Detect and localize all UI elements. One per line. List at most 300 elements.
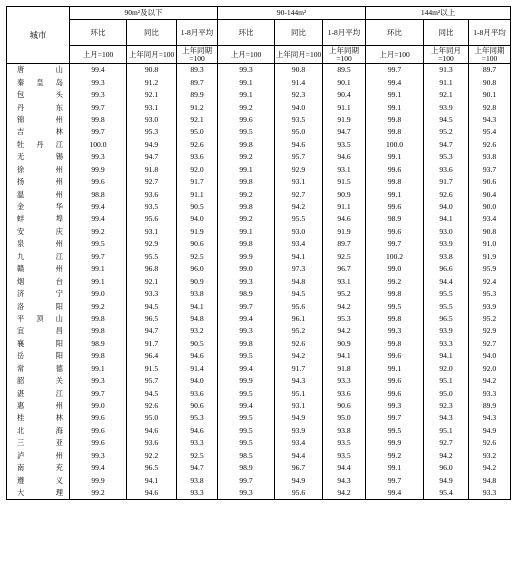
base-header-mom: 上月=100: [70, 46, 127, 64]
index-value: 95.0: [323, 412, 366, 424]
metric-header-mom: 环比: [70, 20, 127, 46]
table-row: [7, 363, 511, 375]
index-value: 93.9: [424, 325, 469, 337]
index-value: 99.8: [218, 139, 275, 151]
index-value: 99.6: [366, 375, 424, 387]
index-value: 93.9: [424, 101, 469, 113]
index-value: 99.5: [218, 412, 275, 424]
index-value: 94.8: [275, 275, 323, 287]
index-value: 91.2: [177, 101, 218, 113]
index-value: 94.6: [275, 139, 323, 151]
index-value: 99.8: [70, 114, 127, 126]
table-row: [7, 126, 511, 138]
city-name: 吉林: [7, 126, 70, 138]
table-row: [7, 226, 511, 238]
index-value: 99.1: [70, 363, 127, 375]
index-value: 93.1: [323, 275, 366, 287]
city-name: 无锡: [7, 151, 70, 163]
index-value: 93.3: [323, 375, 366, 387]
index-value: 94.3: [424, 412, 469, 424]
index-value: 99.1: [218, 76, 275, 88]
index-value: 95.1: [275, 387, 323, 399]
metric-header-mom: 环比: [366, 20, 424, 46]
index-value: 94.1: [177, 300, 218, 312]
city-name: 唐山: [7, 64, 70, 77]
base-header-yoy: 上年同月=100: [424, 46, 469, 64]
index-value: 91.9: [177, 226, 218, 238]
city-name: 牡丹江: [7, 139, 70, 151]
index-value: 99.6: [366, 164, 424, 176]
index-value: 91.7: [275, 363, 323, 375]
index-value: 99.7: [70, 101, 127, 113]
base-header-yoy: 上年同月=100: [275, 46, 323, 64]
index-value: 99.9: [218, 375, 275, 387]
index-value: 92.6: [469, 139, 511, 151]
index-value: 99.1: [70, 263, 127, 275]
index-value: 91.5: [127, 363, 177, 375]
index-value: 99.8: [218, 176, 275, 188]
table-row: [7, 462, 511, 474]
index-value: 93.5: [323, 437, 366, 449]
index-value: 92.6: [127, 400, 177, 412]
index-value: 91.8: [323, 363, 366, 375]
group-header-medium: 90-144m²: [218, 7, 366, 20]
index-value: 94.3: [275, 375, 323, 387]
index-value: 91.5: [323, 176, 366, 188]
index-value: 99.3: [70, 76, 127, 88]
index-value: 98.8: [70, 188, 127, 200]
index-value: 96.5: [127, 462, 177, 474]
index-value: 90.6: [323, 400, 366, 412]
index-value: 93.0: [424, 226, 469, 238]
city-name: 桂林: [7, 412, 70, 424]
index-value: 99.3: [70, 151, 127, 163]
index-value: 93.4: [275, 238, 323, 250]
index-value: 94.0: [424, 201, 469, 213]
index-value: 94.9: [275, 474, 323, 486]
index-value: 99.8: [366, 176, 424, 188]
index-value: 91.8: [127, 164, 177, 176]
index-value: 99.8: [366, 313, 424, 325]
index-value: 90.1: [323, 76, 366, 88]
index-value: 93.4: [469, 213, 511, 225]
table-header: [7, 7, 511, 64]
index-value: 94.0: [177, 375, 218, 387]
city-name: 扬州: [7, 176, 70, 188]
city-name: 秦皇岛: [7, 76, 70, 88]
index-value: 94.6: [323, 213, 366, 225]
index-value: 99.3: [70, 89, 127, 101]
index-value: 94.2: [424, 450, 469, 462]
index-value: 94.5: [275, 288, 323, 300]
index-value: 94.1: [323, 350, 366, 362]
index-value: 93.6: [177, 387, 218, 399]
index-value: 92.6: [275, 338, 323, 350]
index-value: 91.1: [424, 76, 469, 88]
index-value: 99.8: [366, 288, 424, 300]
index-value: 94.0: [275, 101, 323, 113]
index-value: 89.7: [323, 238, 366, 250]
index-value: 100.0: [366, 139, 424, 151]
index-value: 92.7: [469, 338, 511, 350]
base-header-row: [7, 46, 511, 64]
index-value: 94.0: [469, 350, 511, 362]
index-value: 99.0: [218, 263, 275, 275]
index-value: 95.2: [424, 126, 469, 138]
index-value: 90.4: [323, 89, 366, 101]
index-value: 91.4: [177, 363, 218, 375]
index-value: 99.6: [366, 387, 424, 399]
index-value: 90.6: [469, 176, 511, 188]
metric-header-yoy: 同比: [127, 20, 177, 46]
index-value: 99.4: [218, 363, 275, 375]
index-value: 99.3: [218, 275, 275, 287]
index-value: 94.3: [469, 412, 511, 424]
index-value: 93.6: [127, 437, 177, 449]
index-value: 99.0: [70, 400, 127, 412]
table-row: [7, 251, 511, 263]
index-value: 93.5: [127, 201, 177, 213]
index-value: 91.7: [424, 176, 469, 188]
table-row: [7, 76, 511, 88]
index-value: 99.7: [218, 300, 275, 312]
index-value: 94.9: [127, 139, 177, 151]
index-value: 93.2: [177, 325, 218, 337]
index-value: 92.0: [424, 363, 469, 375]
index-value: 99.6: [218, 114, 275, 126]
city-name: 安庆: [7, 226, 70, 238]
city-name: 常德: [7, 363, 70, 375]
index-value: 90.9: [323, 188, 366, 200]
index-value: 89.5: [323, 64, 366, 77]
index-value: 92.5: [323, 251, 366, 263]
index-value: 99.6: [70, 437, 127, 449]
city-name: 洛阳: [7, 300, 70, 312]
city-name: 九江: [7, 251, 70, 263]
index-value: 93.9: [469, 300, 511, 312]
city-name: 泉州: [7, 238, 70, 250]
index-value: 94.6: [323, 151, 366, 163]
index-value: 93.6: [323, 387, 366, 399]
index-value: 99.4: [70, 201, 127, 213]
table-row: [7, 437, 511, 449]
index-value: 99.4: [70, 213, 127, 225]
index-value: 95.1: [424, 375, 469, 387]
metric-header-avg: 1-8月平均: [469, 20, 511, 46]
index-value: 95.0: [177, 126, 218, 138]
index-value: 99.6: [70, 176, 127, 188]
index-value: 93.5: [323, 139, 366, 151]
table-row: [7, 487, 511, 500]
index-value: 99.8: [366, 338, 424, 350]
city-name: 温州: [7, 188, 70, 200]
index-value: 94.2: [323, 300, 366, 312]
index-value: 99.5: [218, 126, 275, 138]
city-name: 赣州: [7, 263, 70, 275]
index-value: 94.2: [275, 201, 323, 213]
index-value: 93.0: [127, 114, 177, 126]
index-value: 93.5: [323, 450, 366, 462]
index-value: 90.9: [323, 338, 366, 350]
table-row: [7, 387, 511, 399]
city-name: 济宁: [7, 288, 70, 300]
city-name: 宜昌: [7, 325, 70, 337]
index-value: 95.3: [469, 288, 511, 300]
index-value: 99.3: [366, 400, 424, 412]
table-row: [7, 313, 511, 325]
index-value: 94.2: [323, 325, 366, 337]
city-name: 惠州: [7, 400, 70, 412]
index-value: 93.8: [177, 288, 218, 300]
index-value: 99.9: [218, 251, 275, 263]
index-value: 94.1: [127, 474, 177, 486]
index-value: 99.7: [366, 412, 424, 424]
table-row: [7, 425, 511, 437]
index-value: 99.2: [218, 188, 275, 200]
city-name: 岳阳: [7, 350, 70, 362]
index-value: 95.0: [424, 387, 469, 399]
index-value: 95.0: [275, 126, 323, 138]
index-value: 99.5: [366, 300, 424, 312]
city-name: 遵义: [7, 474, 70, 486]
index-value: 99.1: [366, 188, 424, 200]
index-value: 95.1: [424, 425, 469, 437]
index-value: 93.3: [469, 487, 511, 500]
index-value: 99.4: [70, 462, 127, 474]
index-value: 99.2: [366, 450, 424, 462]
index-value: 99.6: [366, 350, 424, 362]
base-header-avg: 上年同期=100: [177, 46, 218, 64]
table-row: [7, 139, 511, 151]
index-value: 90.6: [177, 238, 218, 250]
index-value: 92.3: [424, 400, 469, 412]
index-value: 99.8: [218, 201, 275, 213]
index-value: 99.8: [218, 238, 275, 250]
index-value: 99.2: [70, 487, 127, 500]
index-value: 99.4: [366, 76, 424, 88]
index-value: 93.5: [275, 114, 323, 126]
index-value: 99.8: [70, 313, 127, 325]
index-value: 95.3: [177, 412, 218, 424]
city-name: 金华: [7, 201, 70, 213]
index-value: 94.2: [469, 375, 511, 387]
index-value: 95.2: [275, 325, 323, 337]
index-value: 94.1: [424, 350, 469, 362]
index-value: 99.7: [70, 126, 127, 138]
index-value: 92.4: [469, 275, 511, 287]
table-body: [7, 64, 511, 500]
index-value: 99.6: [70, 425, 127, 437]
index-value: 90.8: [469, 226, 511, 238]
index-value: 99.1: [70, 275, 127, 287]
index-value: 91.1: [323, 201, 366, 213]
table-row: [7, 338, 511, 350]
index-value: 93.3: [177, 437, 218, 449]
index-value: 95.2: [323, 288, 366, 300]
index-value: 99.5: [218, 425, 275, 437]
index-value: 91.4: [275, 76, 323, 88]
index-value: 99.0: [70, 288, 127, 300]
index-value: 99.6: [366, 226, 424, 238]
index-value: 99.2: [70, 300, 127, 312]
index-value: 99.8: [70, 325, 127, 337]
index-value: 92.1: [177, 114, 218, 126]
index-value: 95.5: [127, 251, 177, 263]
index-value: 95.7: [127, 375, 177, 387]
index-value: 99.3: [366, 325, 424, 337]
city-name: 泸州: [7, 450, 70, 462]
index-value: 99.7: [366, 64, 424, 77]
index-value: 99.2: [218, 151, 275, 163]
index-value: 93.1: [127, 226, 177, 238]
city-name: 南充: [7, 462, 70, 474]
index-value: 95.0: [127, 412, 177, 424]
index-value: 93.3: [424, 338, 469, 350]
index-value: 94.4: [424, 275, 469, 287]
index-value: 90.8: [275, 64, 323, 77]
index-value: 99.2: [366, 275, 424, 287]
index-value: 99.8: [366, 126, 424, 138]
index-value: 95.4: [424, 487, 469, 500]
index-value: 96.1: [275, 313, 323, 325]
index-value: 91.9: [323, 114, 366, 126]
table-row: [7, 89, 511, 101]
table-row: [7, 450, 511, 462]
index-value: 99.2: [218, 213, 275, 225]
index-value: 90.5: [177, 338, 218, 350]
city-name: 包头: [7, 89, 70, 101]
index-value: 96.5: [424, 313, 469, 325]
index-value: 99.3: [70, 450, 127, 462]
base-header-avg: 上年同期=100: [469, 46, 511, 64]
index-value: 95.6: [127, 213, 177, 225]
index-value: 91.1: [177, 188, 218, 200]
index-value: 93.3: [177, 487, 218, 500]
index-value: 99.5: [218, 437, 275, 449]
index-value: 98.9: [70, 338, 127, 350]
index-value: 99.1: [366, 101, 424, 113]
index-value: 99.4: [218, 400, 275, 412]
index-value: 92.1: [127, 89, 177, 101]
index-value: 93.8: [424, 251, 469, 263]
index-value: 94.5: [424, 114, 469, 126]
index-value: 94.0: [177, 213, 218, 225]
metric-header-yoy: 同比: [424, 20, 469, 46]
city-name: 徐州: [7, 164, 70, 176]
index-value: 94.9: [275, 412, 323, 424]
index-value: 94.6: [177, 425, 218, 437]
index-value: 99.1: [218, 164, 275, 176]
index-value: 99.7: [70, 387, 127, 399]
city-name: 大理: [7, 487, 70, 500]
index-value: 94.2: [469, 462, 511, 474]
index-value: 98.5: [218, 450, 275, 462]
city-name: 平顶山: [7, 313, 70, 325]
table-row: [7, 176, 511, 188]
index-value: 89.7: [177, 76, 218, 88]
index-value: 94.6: [127, 425, 177, 437]
index-value: 90.8: [469, 76, 511, 88]
index-value: 96.0: [424, 462, 469, 474]
index-value: 95.7: [275, 151, 323, 163]
group-header-large: 144m²以上: [366, 7, 511, 20]
table-row: [7, 263, 511, 275]
index-value: 95.9: [469, 263, 511, 275]
table-row: [7, 300, 511, 312]
metric-header-yoy: 同比: [275, 20, 323, 46]
base-header-mom: 上月=100: [366, 46, 424, 64]
index-value: 99.2: [218, 101, 275, 113]
index-value: 94.7: [177, 462, 218, 474]
index-value: 93.1: [127, 101, 177, 113]
index-value: 93.9: [424, 238, 469, 250]
index-value: 99.6: [70, 412, 127, 424]
table-row: [7, 325, 511, 337]
index-value: 99.1: [218, 226, 275, 238]
index-value: 95.3: [323, 313, 366, 325]
index-value: 96.5: [127, 313, 177, 325]
index-value: 92.8: [469, 101, 511, 113]
price-index-table: [6, 6, 511, 500]
city-name: 襄阳: [7, 338, 70, 350]
index-value: 92.7: [275, 188, 323, 200]
index-value: 93.1: [275, 400, 323, 412]
index-value: 99.7: [218, 474, 275, 486]
index-value: 94.9: [424, 474, 469, 486]
index-value: 93.7: [469, 164, 511, 176]
index-value: 92.1: [424, 89, 469, 101]
index-value: 92.9: [275, 164, 323, 176]
index-value: 99.2: [70, 226, 127, 238]
index-value: 89.7: [469, 64, 511, 77]
index-value: 93.3: [127, 288, 177, 300]
metric-header-avg: 1-8月平均: [177, 20, 218, 46]
index-value: 91.9: [469, 251, 511, 263]
index-value: 99.4: [366, 487, 424, 500]
index-value: 96.8: [127, 263, 177, 275]
index-value: 92.5: [177, 251, 218, 263]
table-row: [7, 64, 511, 77]
table-row: [7, 400, 511, 412]
index-value: 92.6: [424, 188, 469, 200]
index-value: 93.3: [469, 387, 511, 399]
city-name: 湛江: [7, 387, 70, 399]
base-header-yoy: 上年同月=100: [127, 46, 177, 64]
index-value: 93.1: [323, 164, 366, 176]
index-value: 99.0: [366, 263, 424, 275]
index-value: 92.6: [469, 437, 511, 449]
index-value: 92.3: [275, 89, 323, 101]
index-value: 89.9: [177, 89, 218, 101]
city-name: 三亚: [7, 437, 70, 449]
base-header-avg: 上年同期=100: [323, 46, 366, 64]
index-value: 95.3: [424, 151, 469, 163]
index-value: 94.8: [177, 313, 218, 325]
index-value: 98.9: [218, 462, 275, 474]
index-value: 96.6: [424, 263, 469, 275]
index-value: 95.3: [127, 126, 177, 138]
index-value: 91.1: [323, 101, 366, 113]
index-value: 99.3: [70, 375, 127, 387]
base-header-mom: 上月=100: [218, 46, 275, 64]
index-value: 99.1: [366, 462, 424, 474]
index-value: 92.2: [127, 450, 177, 462]
index-value: 93.0: [275, 226, 323, 238]
index-value: 94.3: [323, 474, 366, 486]
index-value: 98.9: [218, 288, 275, 300]
index-value: 94.4: [275, 450, 323, 462]
city-name: 烟台: [7, 275, 70, 287]
